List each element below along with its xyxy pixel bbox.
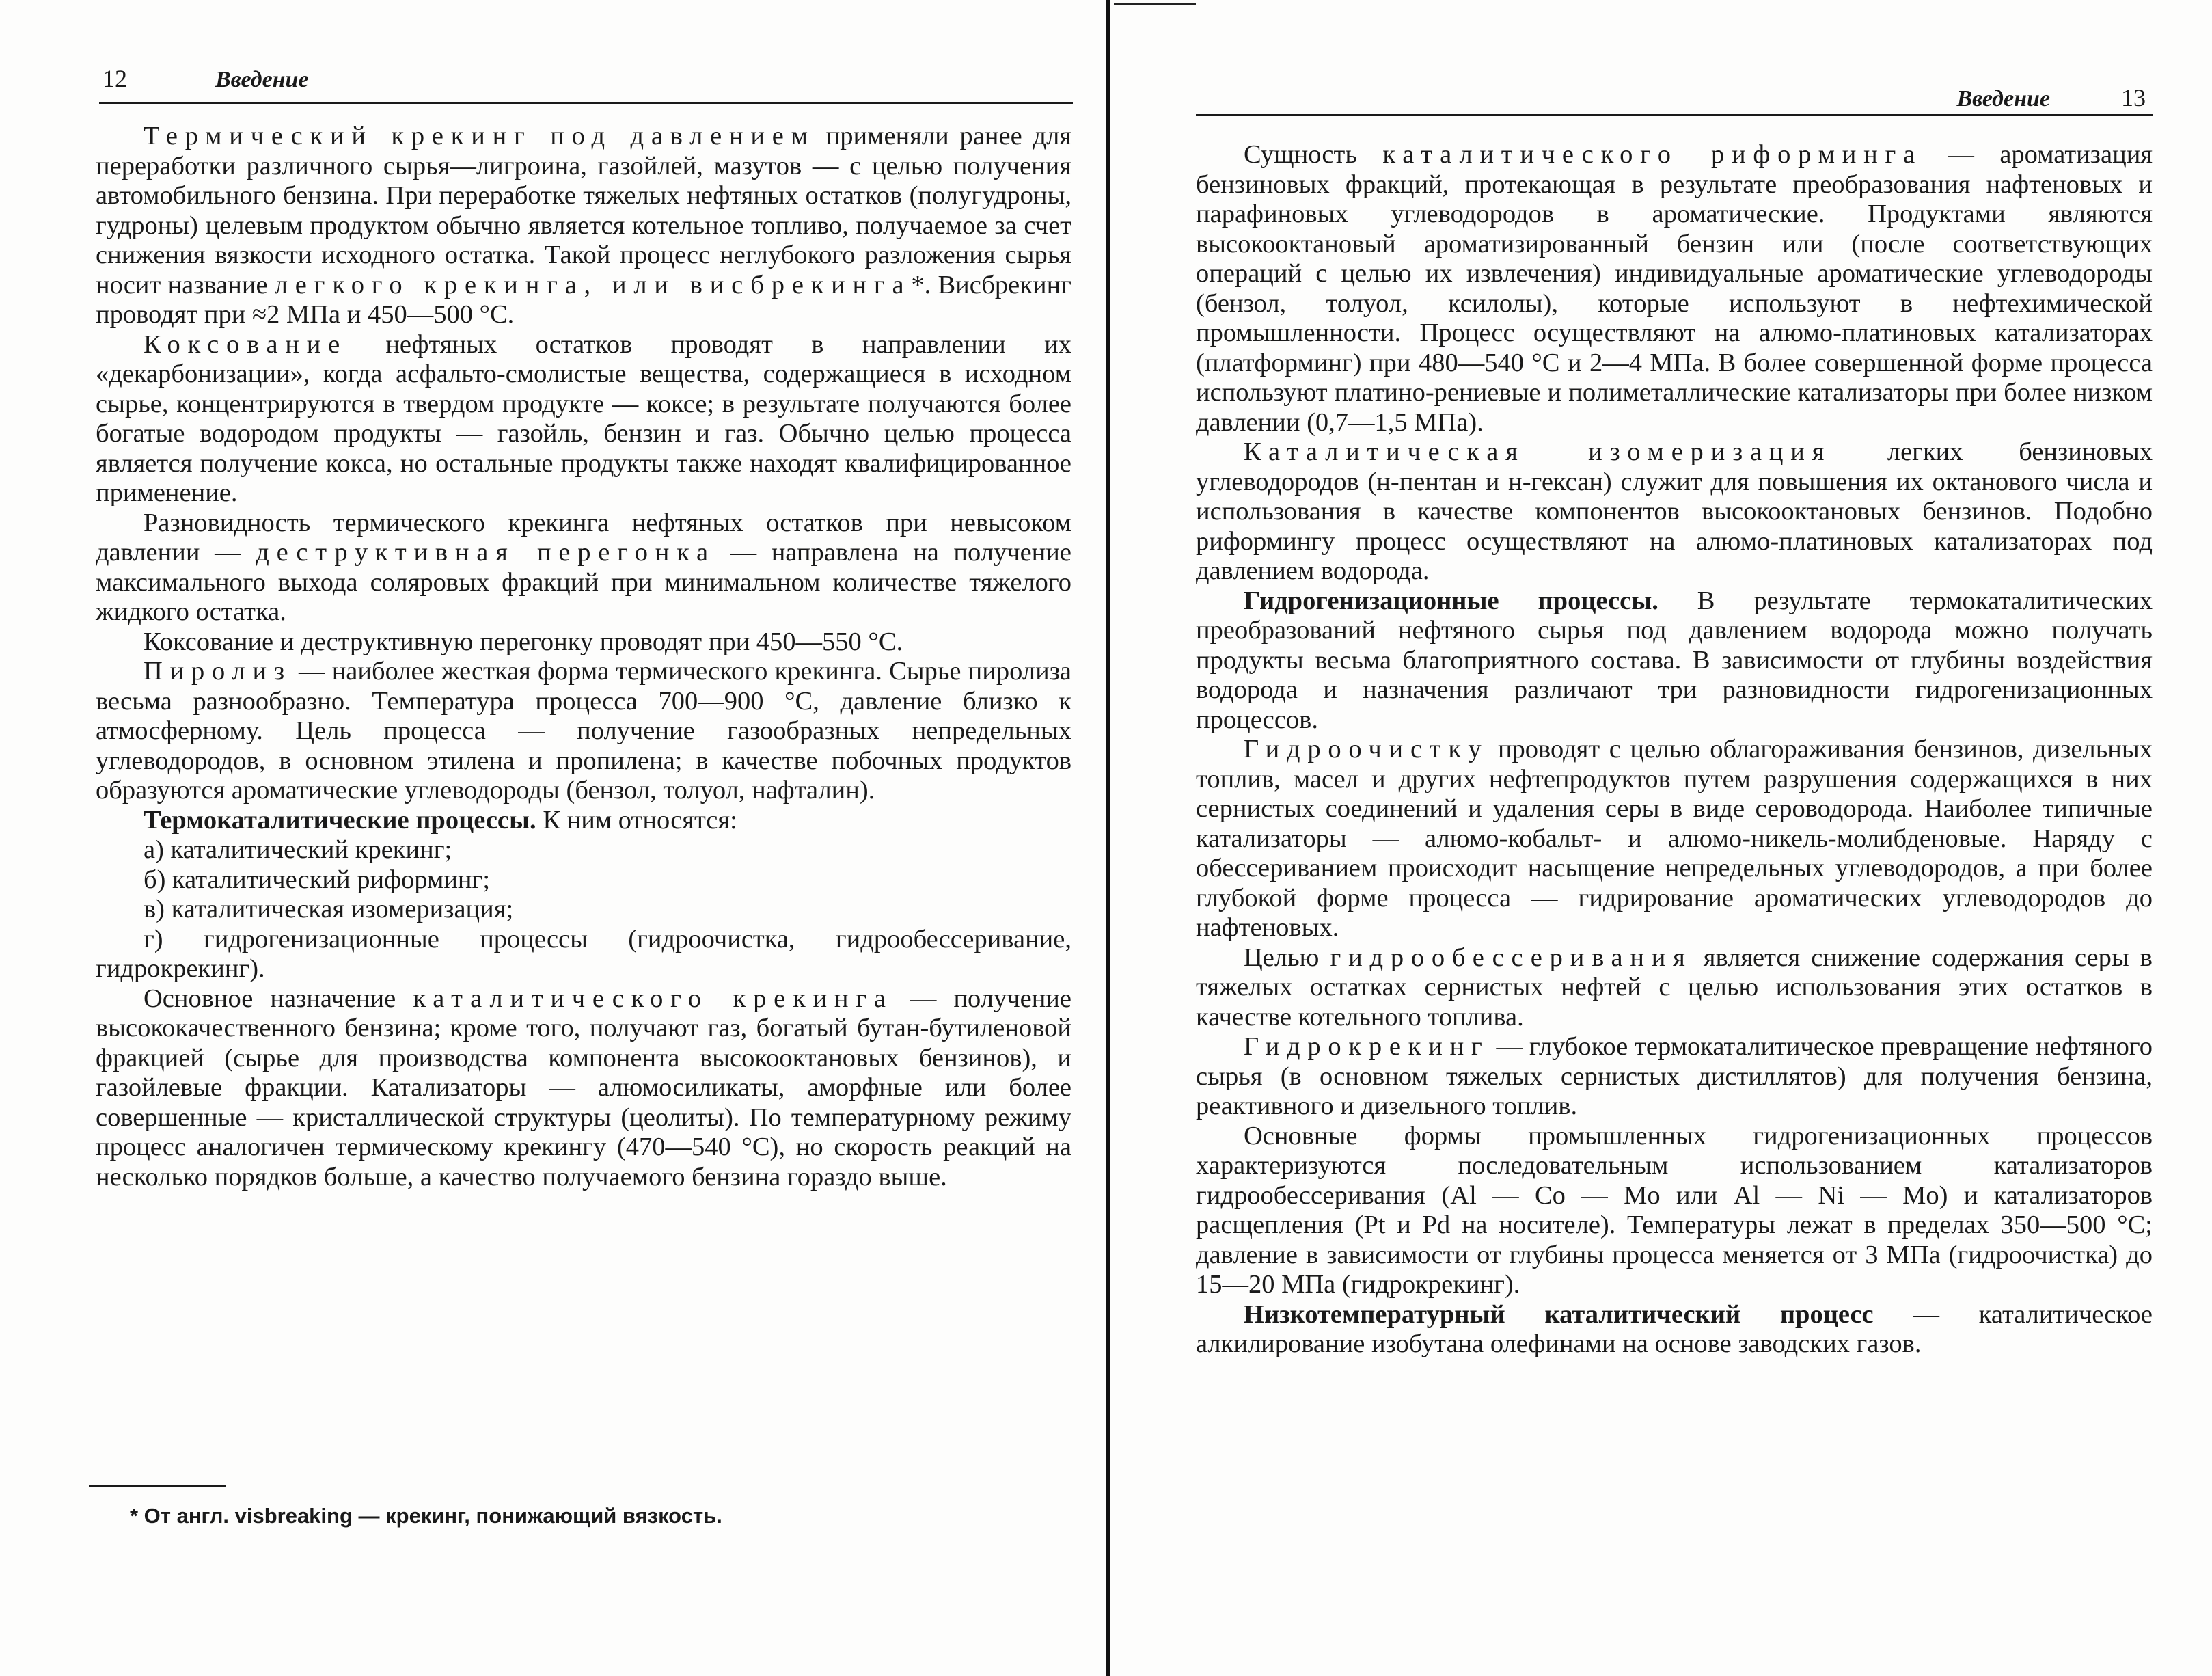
paragraph [1196, 140, 2153, 437]
text: Основное назначение [144, 984, 413, 1013]
text: Разновидность термического крекинга нефтяных остатков при невысоком давлении — [96, 508, 1071, 567]
spaced-term: Гидроочистку [1244, 735, 1489, 763]
bold-term: Низкотемпературный каталитический процесс [1244, 1299, 1874, 1329]
text: — наиболее жесткая форма термического крекинга. Сырье пиролиза весьма разнообразно. Температура процесса 700—900 °С, давление близко к атмосферному. Цель процесса — получение газообразных непредельных углеводородов, в основном этилена и пропилена; в качестве побочных продуктов образуются ароматические углеводороды (бензол, толуол, нафталин). [96, 657, 1071, 805]
spaced-term: каталитического риформинга [1382, 140, 1922, 169]
list-item: в) каталитическая изомеризация; [144, 895, 514, 923]
right-body [1196, 140, 2153, 1360]
paragraph [96, 509, 1071, 627]
paragraph [1196, 1300, 2153, 1360]
text: В результате термокаталитических преобразований нефтяного сырья под давлением водорода можно получать продукты весьма благоприятного состава. В зависимости от глубины воздействия водорода и назначения различают три разновидности гидрогенизационных процессов. [1196, 586, 2153, 734]
spaced-term: Каталитическая изомеризация [1244, 437, 1832, 466]
running-head [89, 56, 1059, 97]
footnote-rule [89, 1485, 226, 1487]
bold-term: Термокаталитические процессы. [144, 805, 536, 835]
spaced-term: каталитического крекинга [413, 984, 893, 1013]
text: нефтяных остатков проводят в направлении их «декарбонизации», когда асфальто-смолистые вещества, содержащиеся в исходном сырье, концентрируются в твердом продукте — коксе; в результате получаются более богатые водородом продукты — газойль, бензин и газ. Обычно целью процесса является получение кокса, но остальные продукты также находят квалифицированное применение. [96, 329, 1071, 507]
paragraph: Основные формы промышленных гидрогенизационных процессов характеризуются последовательным использованием катализаторов гидрообессеривания (Al — Co — Mo или Al — Ni — Mo) и катализаторов расщепления (Pt и Pd на носителе). Температуры лежат в пределах 350—500 °С; давление в зависимости от глубины процесса меняется от 3 МПа (гидроочистка) до 15—20 МПа (гидрокрекинг). [1196, 1121, 2153, 1299]
spaced-term: Коксование [144, 329, 347, 359]
header-rule [1196, 114, 2153, 116]
paragraph: Коксование и деструктивную перегонку проводят при 450—550 °С. [144, 627, 903, 656]
header-rule [99, 102, 1073, 104]
text: *. Висбрекинг проводят при ≈2 МПа и 450—500 °С. [96, 270, 1071, 329]
left-body [96, 122, 1071, 1192]
page-number: 13 [2121, 84, 2146, 111]
footnote: * От англ. visbreaking — крекинг, понижающий вязкость. [130, 1504, 722, 1528]
text: — направлена на получение максимального выхода соляровых фракций при минимальном количестве тяжелого жидкого остатка. [96, 538, 1071, 626]
paragraph [96, 330, 1071, 509]
text: является снижение содержания серы в тяжелых остатках сернистых нефтей с целью использования этих остатков в качестве котельного топлива. [1196, 943, 2153, 1031]
bold-term: Гидрогенизационные процессы. [1244, 586, 1658, 615]
text: Целью [1244, 943, 1330, 972]
list-item: г) гидрогенизационные процессы (гидроочистка, гидрообессеривание, гидрокрекинг). [96, 924, 1071, 983]
text: — глубокое термокаталитическое превращение нефтяного сырья (в основном тяжелых сернистых дистиллятов) для получения бензина, реактивного и дизельного топлив. [1196, 1032, 2153, 1120]
spaced-term: гидрообессеривания [1330, 943, 1693, 972]
spaced-term: легкого крекинга, или висбрекинга [274, 270, 912, 299]
spaced-term: деструктивная перегонка [256, 538, 715, 567]
paragraph [1196, 437, 2153, 586]
paragraph [1196, 1032, 2153, 1122]
list-item: б) каталитический риформинг; [144, 865, 491, 894]
paragraph [1196, 586, 2153, 735]
paragraph [96, 657, 1071, 806]
text: К ним относятся: [536, 805, 737, 835]
paragraph [1196, 735, 2153, 943]
running-head-title: Введение [1956, 86, 2050, 111]
paragraph [96, 984, 1071, 1193]
text: — получение высококачественного бензина; кроме того, получают газ, богатый бутан-бутиленовой фракцией (сырье для производства компонента высокооктановых бензинов), и газойлевые фракции. Катализаторы — алюмосиликаты, аморфные или более совершенные — кристаллической структуры (цеолиты). По температурному режиму процесс аналогичен термическому крекингу (470—540 °С), но скорость реакций на несколько порядков больше, а качество получаемого бензина гораздо выше. [96, 984, 1071, 1191]
text: легких бензиновых углеводородов (н-пентан и н-гексан) служит для повышения их октанового числа и использования в качестве компонентов высокооктановых бензинов. Подобно риформингу процесс осуществляют на алюмо-платиновых катализаторах под давлением водорода. [1196, 437, 2153, 585]
paragraph [96, 806, 1071, 836]
running-head [1196, 75, 2153, 116]
text: проводят с целью облагораживания бензинов, дизельных топлив, масел и других нефтепродуктов путем разрушения содержащихся в них сернистых соединений и удаления серы в виде сероводорода. Наиболее типичные катализаторы — алюмо-кобальт- и алюмо-никель-молибденовые. Наряду с обессериванием происходит насыщение непредельных углеводородов, а при более глубокой форме процесса — гидрирование ароматических углеводородов до нафтеновых. [1196, 735, 2153, 942]
text: — ароматизация бензиновых фракций, протекающая в результате преобразования нафтеновых и парафиновых углеводородов в ароматические. Продуктами являются высокооктановый ароматизированный бензин или (после соответствующих операций с целью их извлечения) индивидуальные ароматические углеводороды (бензол, толуол, ксилолы), которые используют в нефтехимической промышленности. Процесс осуществляют на алюмо-платиновых катализаторах (платформинг) при 480—540 °С и 2—4 МПа. В более совершенной форме процесса используют платино-рениевые и полиметаллические катализаторы при более низком давлении (0,7—1,5 МПа). [1196, 140, 2153, 437]
text: применяли ранее для переработки различного сырья—лигроина, газойлей, мазутов — с целью получения автомобильного бензина. При переработке тяжелых нефтяных остатков (полугудроны, гудроны) целевым продуктом обычно является котельное топливо, получаемое за счет снижения вязкости исходного остатка. Такой процесс неглубокого разложения сырья носит название [96, 122, 1071, 299]
text: — каталитическое алкилирование изобутана олефинами на основе заводских газов. [1196, 1299, 2153, 1358]
gutter-line [1106, 0, 1110, 1676]
spaced-term: Пиролиз [144, 657, 292, 686]
gutter-mark [1114, 3, 1196, 5]
text: Сущность [1244, 140, 1383, 169]
list-item: а) каталитический крекинг; [144, 835, 452, 864]
running-head-title: Введение [215, 67, 309, 92]
paragraph [1196, 943, 2153, 1033]
spaced-term: Гидрокрекинг [1244, 1032, 1490, 1061]
page-number: 12 [103, 65, 127, 92]
paragraph [96, 122, 1071, 330]
spaced-term: Термический крекинг под давлением [144, 122, 815, 150]
